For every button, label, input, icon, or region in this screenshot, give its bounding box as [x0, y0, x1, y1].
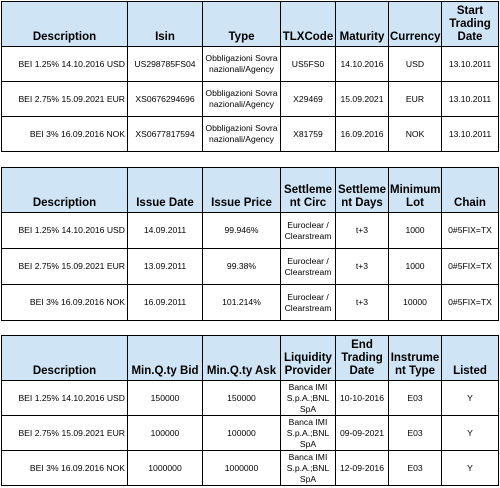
cell-tlxcode: X81759 — [281, 117, 336, 152]
table-header-row — [2, 168, 499, 213]
cell-liquidity-provider: Banca IMI S.p.A.;BNL SpA — [281, 416, 336, 451]
table-row — [2, 117, 499, 152]
table-header-row — [2, 2, 499, 47]
col-header-isin: Isin — [128, 2, 203, 47]
cell-description: BEI 2.75% 15.09.2021 EUR — [2, 249, 128, 285]
cell-isin: XS0676294696 — [128, 82, 203, 117]
cell-maturity: 15.09.2021 — [336, 82, 389, 117]
cell-min-qty-ask: 1000000 — [203, 451, 281, 486]
col-header-type: Type — [203, 2, 281, 47]
table-listing-info — [1, 1, 499, 152]
cell-issue-date: 16.09.2011 — [128, 285, 203, 321]
col-header-min-qty-ask: Min.Q.ty Ask — [203, 336, 281, 381]
cell-isin: XS0677817594 — [128, 117, 203, 152]
cell-start-trading-date: 13.10.2011 — [442, 47, 499, 82]
cell-description: BEI 1.25% 14.10.2016 USD — [2, 213, 128, 249]
cell-settlement-days: t+3 — [336, 213, 389, 249]
col-header-issue-date: Issue Date — [128, 168, 203, 213]
cell-issue-price: 99.38% — [203, 249, 281, 285]
cell-currency: USD — [389, 47, 442, 82]
cell-isin: US298785FS04 — [128, 47, 203, 82]
col-header-liquidity-provider: Liquidity Provider — [281, 336, 336, 381]
cell-settlement-circ: Euroclear / Clearstream — [281, 213, 336, 249]
cell-maturity: 14.10.2016 — [336, 47, 389, 82]
cell-description: BEI 2.75% 15.09.2021 EUR — [2, 82, 128, 117]
cell-description: BEI 3% 16.09.2016 NOK — [2, 285, 128, 321]
table-row — [2, 47, 499, 82]
col-header-chain: Chain — [442, 168, 499, 213]
cell-min-qty-ask: 150000 — [203, 381, 281, 416]
cell-instrument-type: E03 — [389, 416, 442, 451]
cell-issue-date: 13.09.2011 — [128, 249, 203, 285]
cell-chain: 0#5FIX=TX — [442, 285, 499, 321]
cell-start-trading-date: 13.10.2011 — [442, 82, 499, 117]
cell-end-trading-date: 12-09-2016 — [336, 451, 389, 486]
cell-chain: 0#5FIX=TX — [442, 249, 499, 285]
table-row — [2, 451, 499, 486]
cell-tlxcode: US5FS0 — [281, 47, 336, 82]
col-header-description: Description — [2, 168, 128, 213]
cell-min-qty-bid: 1000000 — [128, 451, 203, 486]
cell-instrument-type: E03 — [389, 381, 442, 416]
col-header-minimum-lot: Minimum Lot — [389, 168, 442, 213]
cell-currency: NOK — [389, 117, 442, 152]
cell-issue-price: 101.214% — [203, 285, 281, 321]
cell-minimum-lot: 1000 — [389, 249, 442, 285]
table-row — [2, 416, 499, 451]
cell-end-trading-date: 09-09-2021 — [336, 416, 389, 451]
cell-settlement-days: t+3 — [336, 249, 389, 285]
col-header-description: Description — [2, 336, 128, 381]
cell-currency: EUR — [389, 82, 442, 117]
cell-listed: Y — [442, 451, 499, 486]
cell-type: Obbligazioni Sovranazionali/Agency — [203, 117, 281, 152]
cell-min-qty-bid: 150000 — [128, 381, 203, 416]
col-header-listed: Listed — [442, 336, 499, 381]
cell-liquidity-provider: Banca IMI S.p.A.;BNL SpA — [281, 381, 336, 416]
col-header-instrument-type: Instrument Type — [389, 336, 442, 381]
col-header-settlement-days: Settlement Days — [336, 168, 389, 213]
cell-description: BEI 1.25% 14.10.2016 USD — [2, 47, 128, 82]
col-header-issue-price: Issue Price — [203, 168, 281, 213]
table-row — [2, 82, 499, 117]
col-header-end-trading-date: End Trading Date — [336, 336, 389, 381]
table-row — [2, 213, 499, 249]
cell-description: BEI 1.25% 14.10.2016 USD — [2, 381, 128, 416]
cell-minimum-lot: 1000 — [389, 213, 442, 249]
cell-type: Obbligazioni Sovranazionali/Agency — [203, 47, 281, 82]
table-row — [2, 381, 499, 416]
cell-description: BEI 2.75% 15.09.2021 EUR — [2, 416, 128, 451]
cell-settlement-circ: Euroclear / Clearstream — [281, 249, 336, 285]
col-header-settlement-circ: Settlement Circ — [281, 168, 336, 213]
cell-type: Obbligazioni Sovranazionali/Agency — [203, 82, 281, 117]
table-trading-info — [1, 335, 499, 486]
cell-settlement-days: t+3 — [336, 285, 389, 321]
cell-description: BEI 3% 16.09.2016 NOK — [2, 117, 128, 152]
col-header-currency: Currency — [389, 2, 442, 47]
cell-issue-date: 14.09.2011 — [128, 213, 203, 249]
cell-instrument-type: E03 — [389, 451, 442, 486]
cell-start-trading-date: 13.10.2011 — [442, 117, 499, 152]
cell-liquidity-provider: Banca IMI S.p.A.;BNL SpA — [281, 451, 336, 486]
table-header-row — [2, 336, 499, 381]
cell-listed: Y — [442, 416, 499, 451]
cell-min-qty-ask: 100000 — [203, 416, 281, 451]
col-header-description: Description — [2, 2, 128, 47]
col-header-tlxcode: TLXCode — [281, 2, 336, 47]
cell-minimum-lot: 10000 — [389, 285, 442, 321]
table-issue-info — [1, 167, 499, 321]
cell-tlxcode: X29469 — [281, 82, 336, 117]
table-row — [2, 285, 499, 321]
col-header-min-qty-bid: Min.Q.ty Bid — [128, 336, 203, 381]
col-header-start-trading-date: Start Trading Date — [442, 2, 499, 47]
cell-settlement-circ: Euroclear / Clearstream — [281, 285, 336, 321]
cell-description: BEI 3% 16.09.2016 NOK — [2, 451, 128, 486]
cell-maturity: 16.09.2016 — [336, 117, 389, 152]
col-header-maturity: Maturity — [336, 2, 389, 47]
cell-min-qty-bid: 100000 — [128, 416, 203, 451]
cell-end-trading-date: 10-10-2016 — [336, 381, 389, 416]
cell-listed: Y — [442, 381, 499, 416]
cell-chain: 0#5FIX=TX — [442, 213, 499, 249]
cell-issue-price: 99.946% — [203, 213, 281, 249]
table-row — [2, 249, 499, 285]
